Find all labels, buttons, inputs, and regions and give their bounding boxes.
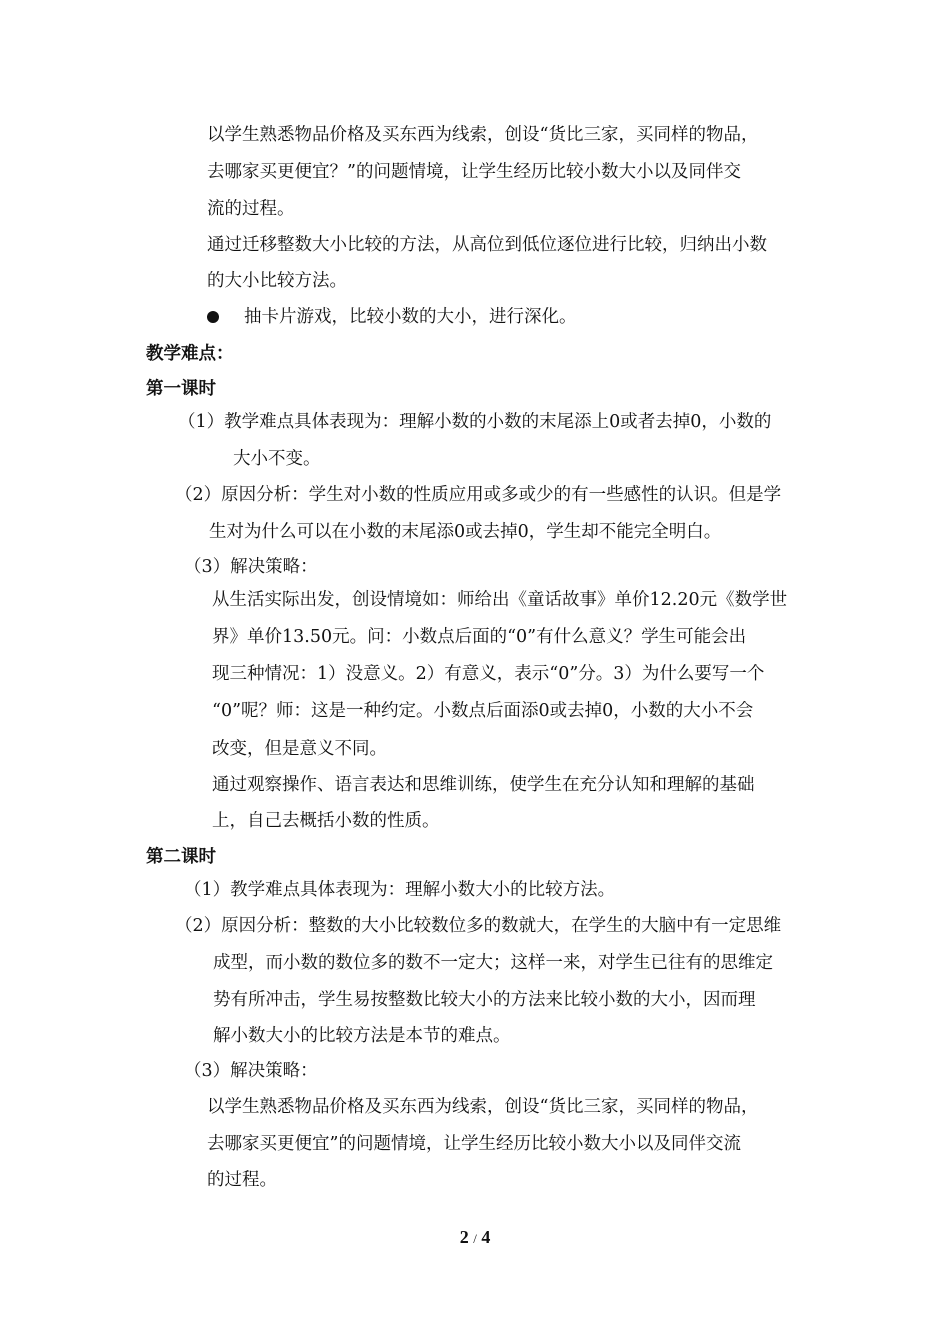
lesson1-item3-line6: 通过观察操作、语言表达和思维训练，使学生在充分认知和理解的基础 <box>212 775 755 795</box>
lesson1-item1-line1: （1）教学难点具体表现为：理解小数的小数的末尾添上0或者去掉0，小数的 <box>178 412 772 432</box>
lesson1-item3-line1: 从生活实际出发，创设情境如：师给出《童话故事》单价12.20元《数学世 <box>212 590 788 610</box>
page-separator: / <box>473 1231 477 1246</box>
lesson2-item2-line2: 成型，而小数的数位多的数不一定大；这样一来，对学生已往有的思维定 <box>213 953 773 973</box>
lesson1-item3-line4: “0”呢？师：这是一种约定。小数点后面添0或去掉0，小数的大小不会 <box>212 701 754 721</box>
page-total: 4 <box>481 1227 491 1247</box>
lesson1-item3-line3: 现三种情况：1）没意义。2）有意义，表示“0”分。3）为什么要写一个 <box>212 664 765 684</box>
lesson2-item2-line1: （2）原因分析：整数的大小比较数位多的数就大，在学生的大脑中有一定思维 <box>175 916 782 936</box>
intro-line-5: 的大小比较方法。 <box>207 271 347 291</box>
lesson1-item3-line7: 上，自己去概括小数的性质。 <box>212 811 440 831</box>
lesson1-title: 第一课时 <box>146 379 216 399</box>
difficulty-heading: 教学难点： <box>146 344 234 364</box>
page-current: 2 <box>459 1227 469 1247</box>
lesson2-item1: （1）教学难点具体表现为：理解小数大小的比较方法。 <box>184 880 616 900</box>
lesson2-item3-title: （3）解决策略： <box>184 1061 318 1081</box>
lesson2-title: 第二课时 <box>146 847 216 867</box>
lesson1-item3-title: （3）解决策略： <box>184 557 318 577</box>
bullet-icon <box>207 311 219 323</box>
intro-line-4: 通过迁移整数大小比较的方法，从高位到低位逐位进行比较，归纳出小数 <box>207 235 767 255</box>
lesson1-item2-line2: 生对为什么可以在小数的末尾添0或去掉0，学生却不能完全明白。 <box>209 522 722 542</box>
lesson1-item3-line2: 界》单价13.50元。问：小数点后面的“0”有什么意义？学生可能会出 <box>212 627 747 647</box>
intro-line-2: 去哪家买更便宜？”的问题情境，让学生经历比较小数大小以及同伴交 <box>207 162 741 182</box>
lesson2-item3-line1: 以学生熟悉物品价格及买东西为线索，创设“货比三家，买同样的物品， <box>207 1097 759 1117</box>
page-number <box>0 1227 950 1248</box>
intro-bullet-text: 抽卡片游戏，比较小数的大小，进行深化。 <box>244 307 577 327</box>
intro-line-3: 流的过程。 <box>207 199 295 219</box>
lesson2-item3-line2: 去哪家买更便宜”的问题情境，让学生经历比较小数大小以及同伴交流 <box>207 1134 741 1154</box>
lesson1-item3-line5: 改变，但是意义不同。 <box>212 739 387 759</box>
lesson1-item2-line1: （2）原因分析：学生对小数的性质应用或多或少的有一些感性的认识。但是学 <box>175 485 782 505</box>
lesson2-item3-line3: 的过程。 <box>207 1170 277 1190</box>
intro-line-1: 以学生熟悉物品价格及买东西为线索，创设“货比三家，买同样的物品， <box>207 125 759 145</box>
lesson2-item2-line3: 势有所冲击，学生易按整数比较大小的方法来比较小数的大小，因而理 <box>213 990 756 1010</box>
lesson1-item1-line2: 大小不变。 <box>233 449 321 469</box>
lesson2-item2-line4: 解小数大小的比较方法是本节的难点。 <box>213 1026 511 1046</box>
